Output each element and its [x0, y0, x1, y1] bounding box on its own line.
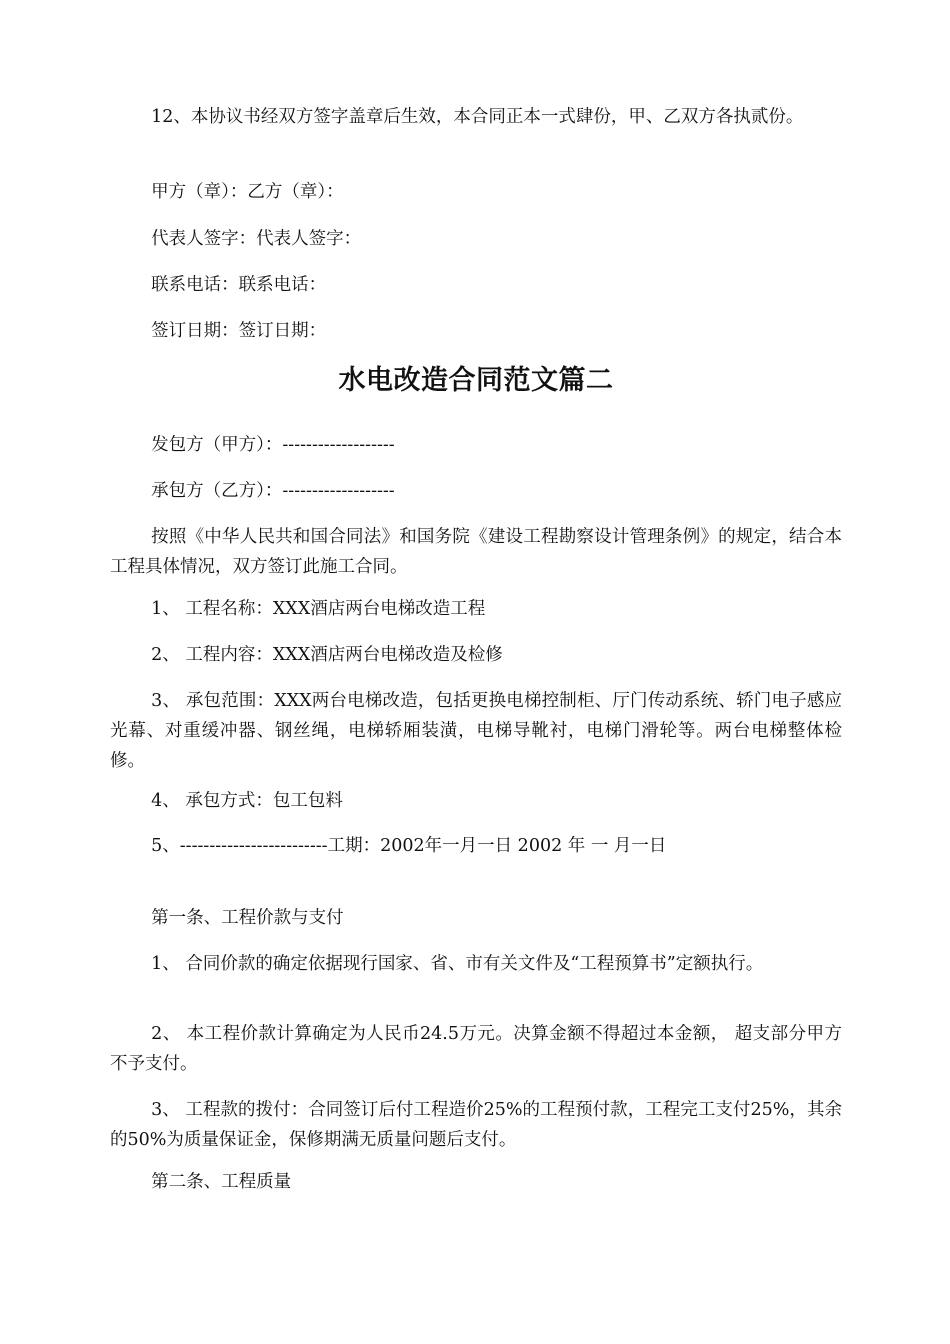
contract-method-item: 4、 承包方式：包工包料 — [151, 791, 343, 811]
signing-date-line: 签订日期：签订日期： — [151, 321, 327, 341]
representative-signature-line: 代表人签字：代表人签字： — [151, 229, 362, 249]
contact-phone-line: 联系电话：联系电话： — [151, 275, 327, 295]
payment-schedule-item: 3、 工程款的拨付：合同签订后付工程造价25%的工程预付款，工程完工支付25%，其余的50%为质量保证金，保修期满无质量问题后支付。 — [110, 1100, 842, 1150]
article-1-heading: 第一条、工程价款与支付 — [151, 908, 344, 928]
price-basis-item: 1、 合同价款的确定依据现行国家、省、市有关文件及“工程预算书”定额执行。 — [151, 954, 764, 974]
article-2-heading: 第二条、工程质量 — [151, 1172, 292, 1192]
project-content-item: 2、 工程内容：XXX酒店两台电梯改造及检修 — [151, 645, 503, 665]
project-name-item: 1、 工程名称：XXX酒店两台电梯改造工程 — [151, 599, 486, 619]
section-title: 水电改造合同范文篇二 — [338, 365, 614, 396]
price-amount-item: 2、 本工程价款计算确定为人民币24.5万元。决算金额不得超过本金额， 超支部分甲方不予支付。 — [110, 1024, 842, 1074]
clause-12-effectiveness: 12、本协议书经双方签字盖章后生效，本合同正本一式肆份，甲、乙双方各执贰份。 — [151, 107, 804, 127]
party-a-line: 发包方（甲方）：------------------- — [151, 435, 395, 455]
contract-scope-item: 3、 承包范围：XXX两台电梯改造，包括更换电梯控制柜、厅门传动系统、轿门电子感应光幕、对重缓冲器、钢丝绳，电梯轿厢装潢，电梯导靴衬，电梯门滑轮等。两台电梯整体检修。 — [110, 691, 842, 771]
contract-basis-paragraph: 按照《中华人民共和国合同法》和国务院《建设工程勘察设计管理条例》的规定，结合本工程具体情况，双方签订此施工合同。 — [110, 527, 842, 577]
party-seal-line: 甲方（章）：乙方（章）： — [151, 182, 344, 202]
party-b-line: 承包方（乙方）：------------------- — [151, 481, 395, 501]
construction-period-item: 5、-------------------------工期：2002年一月一日 2002 年 一 月一日 — [151, 836, 667, 856]
